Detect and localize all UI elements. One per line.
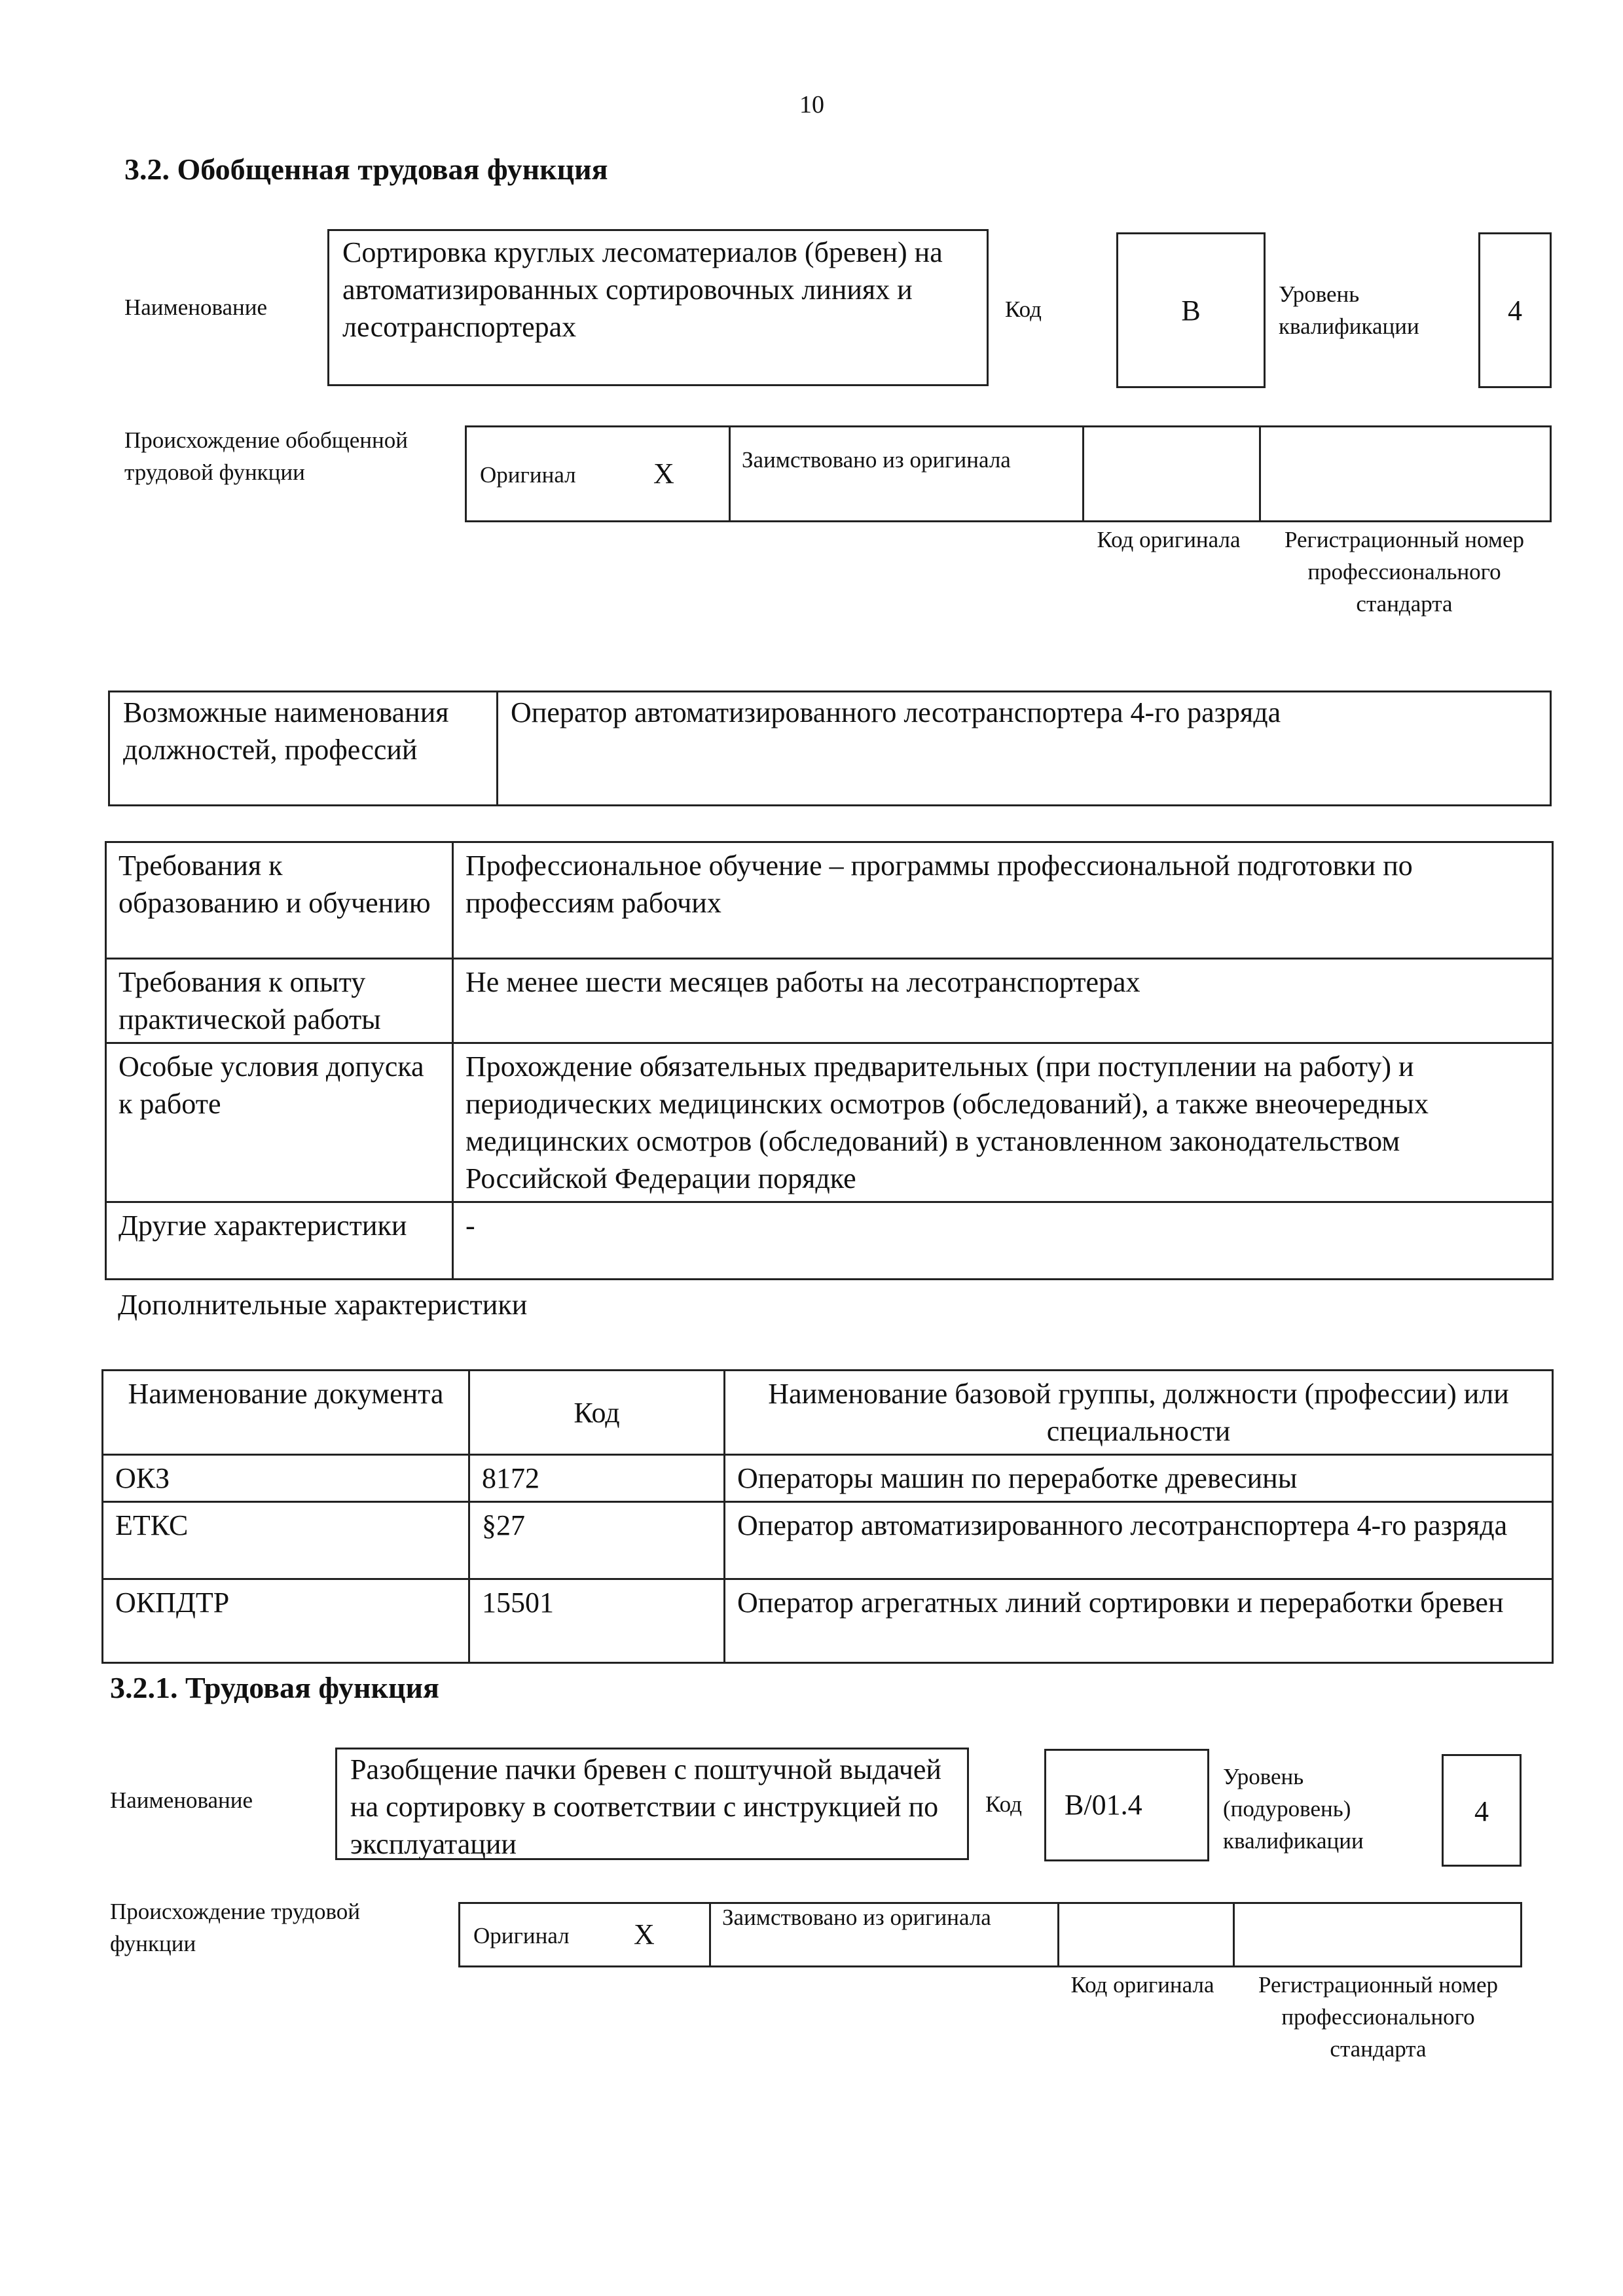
positions-value: Оператор автоматизированного лесотранспортера 4-го разряда	[511, 696, 1281, 728]
function-level-label: Уровень (подуровень) квалификации	[1223, 1764, 1364, 1854]
level-field	[1478, 232, 1552, 388]
function-code-label: Код	[985, 1791, 1022, 1817]
name-label: Наименование	[124, 295, 268, 320]
cell-group: Операторы машин по переработке древесины	[725, 1455, 1553, 1502]
additional-title: Дополнительные характеристики	[118, 1289, 528, 1321]
function-original-label: Оригинал	[473, 1923, 570, 1948]
code-value: B	[1181, 295, 1201, 327]
requirement-label: Требования к опыту практической работы	[106, 959, 453, 1043]
level-label: Уровень квалификации	[1279, 281, 1419, 339]
requirement-value: Не менее шести месяцев работы на лесотранспортерах	[453, 959, 1553, 1043]
table-header-row	[103, 1371, 1553, 1455]
cell-group: Оператор агрегатных линий сортировки и переработки бревен	[725, 1579, 1553, 1663]
function-original-mark: X	[634, 1918, 655, 1950]
requirement-value: Профессиональное обучение – программы профессиональной подготовки по профессиям рабочих	[453, 842, 1553, 959]
reg-number-caption: Регистрационный номер профессионального стандарта	[1284, 527, 1525, 617]
code-original-caption: Код оригинала	[1097, 527, 1241, 552]
table-row	[106, 842, 1553, 959]
name-value: Сортировка круглых лесоматериалов (бревен) на автоматизированных сортировочных линиях и лесотранспортерах	[342, 236, 943, 343]
code-field	[1116, 232, 1266, 388]
name-field	[327, 229, 989, 386]
function-origin-label: Происхождение трудовой функции	[110, 1899, 361, 1956]
positions-label: Возможные наименования должностей, профессий	[123, 696, 449, 766]
function-code-original-caption: Код оригинала	[1070, 1972, 1214, 1998]
table-row	[103, 1579, 1553, 1663]
function-name-label: Наименование	[110, 1787, 253, 1813]
requirement-label: Другие характеристики	[106, 1202, 453, 1280]
header-code: Код	[469, 1371, 725, 1455]
table-row	[106, 959, 1553, 1043]
page-number: 10	[799, 91, 824, 118]
header-group: Наименование базовой группы, должности (профессии) или специальности	[725, 1371, 1553, 1455]
additional-table	[101, 1369, 1554, 1664]
header-document: Наименование документа	[103, 1371, 469, 1455]
section-heading-3-2-1: 3.2.1. Трудовая функция	[110, 1671, 439, 1704]
cell-code: 15501	[469, 1579, 725, 1663]
requirement-value: Прохождение обязательных предварительных (при поступлении на работу) и периодических медицинских осмотров (обследований), а также внеочередных медицинских осмотров (обследований) в установленном законодательством Российской Федерации порядке	[453, 1043, 1553, 1202]
cell-document: ОКПДТР	[103, 1579, 469, 1663]
requirement-label: Требования к образованию и обучению	[106, 842, 453, 959]
origin-label: Происхождение обобщенной трудовой функции	[124, 427, 408, 485]
function-name-value: Разобщение пачки бревен с поштучной выдачей на сортировку в соответствии с инструкцией по эксплуатации	[350, 1753, 941, 1860]
table-row	[103, 1502, 1553, 1579]
cell-document: ЕТКС	[103, 1502, 469, 1579]
positions-table	[108, 691, 1552, 806]
table-row	[103, 1455, 1553, 1502]
function-level-field	[1442, 1754, 1522, 1867]
cell-group: Оператор автоматизированного лесотранспортера 4-го разряда	[725, 1502, 1553, 1579]
requirement-value: -	[453, 1202, 1553, 1280]
function-level-value: 4	[1474, 1795, 1489, 1827]
code-label: Код	[1005, 296, 1042, 322]
function-code-value: B/01.4	[1065, 1789, 1142, 1821]
function-reg-number-caption: Регистрационный номер профессионального стандарта	[1258, 1972, 1499, 2062]
requirements-table	[105, 841, 1554, 1280]
cell-code: §27	[469, 1502, 725, 1579]
cell-code: 8172	[469, 1455, 725, 1502]
level-value: 4	[1508, 295, 1522, 327]
cell-document: ОКЗ	[103, 1455, 469, 1502]
table-row	[106, 1202, 1553, 1280]
requirement-label: Особые условия допуска к работе	[106, 1043, 453, 1202]
original-mark: X	[653, 457, 674, 490]
function-name-field	[335, 1748, 969, 1860]
origin-table	[465, 425, 1552, 522]
function-borrowed-label: Заимствовано из оригинала	[722, 1905, 991, 1930]
section-heading-3-2: 3.2. Обобщенная трудовая функция	[124, 152, 608, 186]
table-row	[106, 1043, 1553, 1202]
function-code-field	[1044, 1749, 1209, 1861]
borrowed-label: Заимствовано из оригинала	[742, 447, 1011, 473]
original-label: Оригинал	[480, 462, 576, 488]
function-origin-table	[458, 1902, 1522, 1967]
